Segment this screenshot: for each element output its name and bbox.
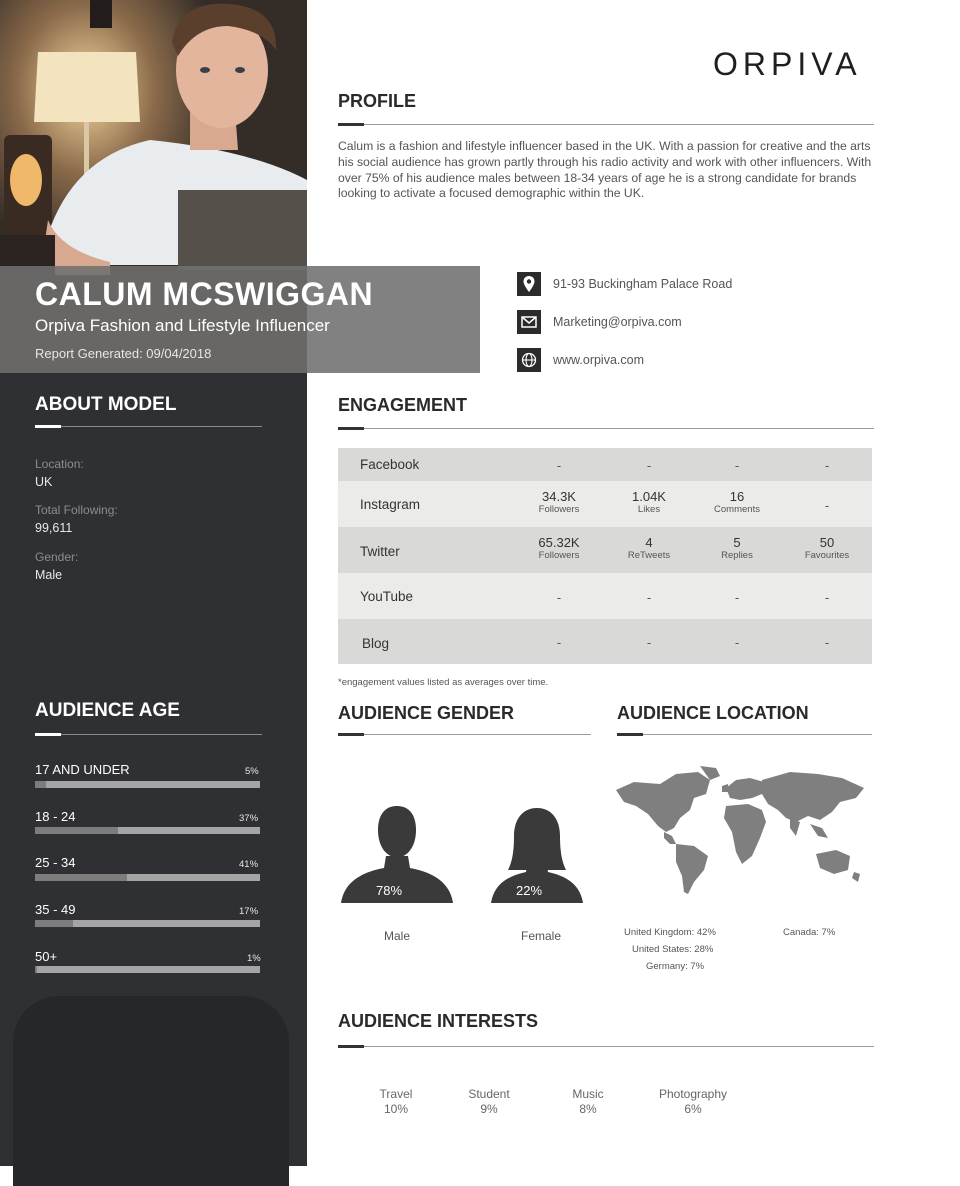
cell-value: -	[556, 635, 562, 650]
age-bar-fill	[35, 920, 73, 927]
cell-value: -	[734, 635, 740, 650]
location-ca: Canada: 7%	[783, 927, 836, 938]
age-bar-fill	[35, 874, 127, 881]
cell-label: ReTweets	[627, 550, 671, 561]
audience-age-divider	[35, 734, 262, 735]
age-group-label: 25 - 34	[35, 855, 76, 870]
female-pct: 22%	[516, 883, 543, 898]
cell-label: Followers	[538, 550, 580, 561]
globe-icon	[517, 348, 541, 372]
cell-value: 16	[729, 489, 745, 504]
interest-name: Travel	[379, 1087, 413, 1101]
engagement-cell	[514, 490, 604, 516]
interest-item	[558, 1087, 618, 1117]
cell-value: 1.04K	[632, 489, 666, 504]
location-pin-icon	[517, 272, 541, 296]
interest-item	[454, 1087, 524, 1117]
engagement-cell	[692, 536, 782, 562]
location-uk: United Kingdom: 42%	[624, 927, 716, 938]
age-bar	[35, 920, 260, 927]
cell-value: 65.32K	[538, 535, 580, 550]
world-map-icon	[614, 766, 870, 903]
interest-pct: 10%	[383, 1102, 409, 1116]
age-bar	[35, 827, 260, 834]
engagement-cell	[782, 589, 872, 607]
audience-location-divider	[617, 734, 872, 735]
male-label: Male	[384, 929, 411, 943]
about-divider	[35, 426, 262, 427]
following-value: 99,611	[35, 521, 73, 535]
cell-value: -	[824, 458, 830, 473]
platform-name: Facebook	[360, 457, 420, 472]
interest-name: Music	[572, 1087, 604, 1101]
age-bar	[35, 874, 260, 881]
age-bar-fill	[35, 781, 46, 788]
engagement-cell	[782, 536, 872, 562]
cell-value: -	[646, 458, 652, 473]
engagement-cell	[604, 589, 694, 607]
audience-age-accent	[35, 733, 61, 736]
engagement-cell	[782, 457, 872, 475]
interest-pct: 8%	[579, 1102, 597, 1116]
age-bar	[35, 781, 260, 788]
cell-value: 34.3K	[542, 489, 576, 504]
following-label: Total Following:	[35, 503, 118, 517]
profile-accent	[338, 123, 364, 126]
engagement-cell	[514, 589, 604, 607]
interest-pct: 9%	[480, 1102, 498, 1116]
profile-divider	[338, 124, 874, 125]
cell-value: 50	[819, 535, 835, 550]
contact-website[interactable]: www.orpiva.com	[553, 353, 644, 367]
cell-value: -	[824, 635, 830, 650]
age-group-label: 18 - 24	[35, 809, 76, 824]
engagement-cell	[782, 634, 872, 652]
mail-icon	[517, 310, 541, 334]
engagement-cell	[604, 490, 694, 516]
cell-label: Comments	[714, 504, 760, 515]
audience-gender-accent	[338, 733, 364, 736]
location-de: Germany: 7%	[646, 961, 705, 972]
audience-interests-accent	[338, 1045, 364, 1048]
cell-value: -	[734, 458, 740, 473]
cell-value: -	[734, 590, 740, 605]
profile-title: PROFILE	[338, 91, 417, 111]
age-group-label: 17 AND UNDER	[35, 762, 130, 777]
age-group-label: 50+	[35, 949, 58, 964]
influencer-subtitle: Orpiva Fashion and Lifestyle Influencer	[35, 316, 330, 335]
platform-name: Twitter	[360, 544, 400, 559]
age-group-label: 35 - 49	[35, 902, 76, 917]
audience-location-title: AUDIENCE LOCATION	[617, 703, 809, 723]
audience-age-title: AUDIENCE AGE	[35, 700, 180, 721]
engagement-cell	[514, 536, 604, 562]
cell-label: Replies	[721, 550, 753, 561]
sidebar-bottom-panel	[13, 996, 289, 1186]
influencer-name: CALUM MCSWIGGAN	[35, 276, 374, 312]
location-us: United States: 28%	[632, 944, 714, 955]
interest-name: Student	[468, 1087, 510, 1101]
audience-gender-divider	[338, 734, 591, 735]
audience-gender-title: AUDIENCE GENDER	[338, 703, 515, 723]
interest-item	[650, 1087, 736, 1117]
about-title: ABOUT MODEL	[35, 394, 177, 415]
interest-item	[366, 1087, 426, 1117]
engagement-note: *engagement values listed as averages over time.	[338, 677, 549, 688]
cell-label: Followers	[538, 504, 580, 515]
male-pct: 78%	[376, 883, 403, 898]
engagement-divider	[338, 428, 874, 429]
engagement-cell	[692, 634, 782, 652]
cell-value: -	[824, 498, 830, 513]
cell-value: 4	[645, 535, 653, 550]
cell-value: -	[556, 458, 562, 473]
age-bar	[35, 966, 260, 973]
age-group-pct: 5%	[245, 766, 259, 777]
report-date: Report Generated: 09/04/2018	[35, 346, 212, 361]
about-accent	[35, 425, 61, 428]
audience-location-accent	[617, 733, 643, 736]
orpiva-logo: ORPIVA	[713, 46, 862, 82]
contact-address: 91-93 Buckingham Palace Road	[553, 277, 733, 291]
engagement-title: ENGAGEMENT	[338, 395, 468, 415]
interest-name: Photography	[658, 1087, 728, 1101]
engagement-cell	[604, 536, 694, 562]
engagement-cell	[604, 634, 694, 652]
profile-text: Calum is a fashion and lifestyle influencer based in the UK. With a passion for creative and the arts his social audience has grown partly through his radio activity and work with other influencers. With over 75% of his audience males between 18-34 years of age he is a strong candidate for brands looking to activate a focused demographic within the UK.	[338, 139, 872, 201]
cell-value: 5	[733, 535, 741, 550]
cell-value: -	[556, 590, 562, 605]
engagement-accent	[338, 427, 364, 430]
contact-email[interactable]: Marketing@orpiva.com	[553, 315, 682, 329]
location-value: UK	[35, 475, 53, 489]
age-bar-fill	[35, 827, 118, 834]
gender-label: Gender:	[35, 550, 79, 564]
engagement-cell	[692, 589, 782, 607]
audience-interests-title: AUDIENCE INTERESTS	[338, 1011, 539, 1031]
female-label: Female	[521, 929, 562, 943]
age-group-pct: 17%	[239, 906, 259, 917]
engagement-cell	[692, 490, 782, 516]
cell-value: -	[824, 590, 830, 605]
engagement-cell	[514, 457, 604, 475]
engagement-cell	[604, 457, 694, 475]
interest-pct: 6%	[684, 1102, 702, 1116]
age-bar-fill	[35, 966, 37, 973]
cell-label: Likes	[637, 504, 661, 515]
cell-label: Favourites	[804, 550, 850, 561]
engagement-cell	[514, 634, 604, 652]
cell-value: -	[646, 635, 652, 650]
engagement-cell	[782, 497, 872, 515]
gender-value: Male	[35, 568, 63, 582]
age-group-pct: 41%	[239, 859, 259, 870]
engagement-cell	[692, 457, 782, 475]
platform-name: Blog	[362, 636, 390, 651]
audience-interests-divider	[338, 1046, 874, 1047]
age-group-pct: 1%	[247, 953, 261, 964]
cell-value: -	[646, 590, 652, 605]
location-label: Location:	[35, 457, 84, 471]
platform-name: Instagram	[360, 497, 421, 512]
platform-name: YouTube	[360, 589, 414, 604]
age-group-pct: 37%	[239, 813, 259, 824]
